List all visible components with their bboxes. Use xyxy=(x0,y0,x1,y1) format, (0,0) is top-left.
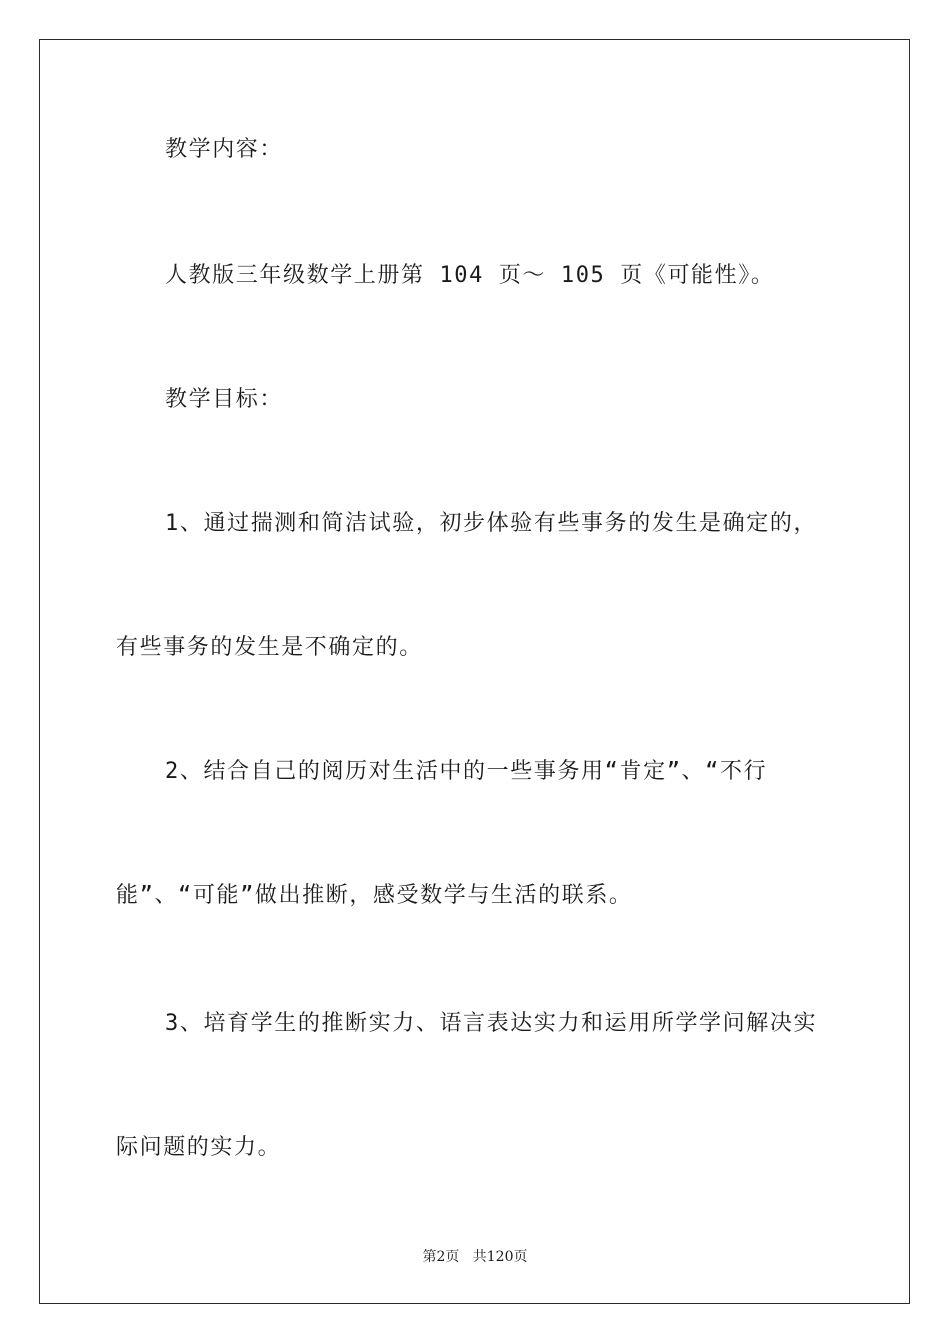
goal-1-line-2: 有些事务的发生是不确定的。 xyxy=(116,635,423,660)
goal-2-line-2: 能”、“可能”做出推断，感受数学与生活的联系。 xyxy=(116,883,633,908)
page-border xyxy=(39,39,910,1304)
page-footer xyxy=(0,1248,950,1266)
content-textbook-reference: 人教版三年级数学上册第 104 页～ 105 页《可能性》。 xyxy=(165,263,775,288)
goal-1-line-1: 1、通过揣测和简洁试验，初步体验有些事务的发生是确定的， xyxy=(165,511,818,536)
heading-teaching-goals: 教学目标： xyxy=(165,387,284,412)
heading-teaching-content: 教学内容： xyxy=(165,137,284,162)
goal-3-line-2: 际问题的实力。 xyxy=(116,1135,282,1160)
page-number: 第2页 xyxy=(422,1249,460,1265)
page-total: 共120页 xyxy=(472,1249,528,1265)
goal-2-line-1: 2、结合自己的阅历对生活中的一些事务用“肯定”、“不行 xyxy=(165,759,768,784)
goal-3-line-1: 3、培育学生的推断实力、语言表达实力和运用所学学问解决实 xyxy=(165,1011,818,1036)
